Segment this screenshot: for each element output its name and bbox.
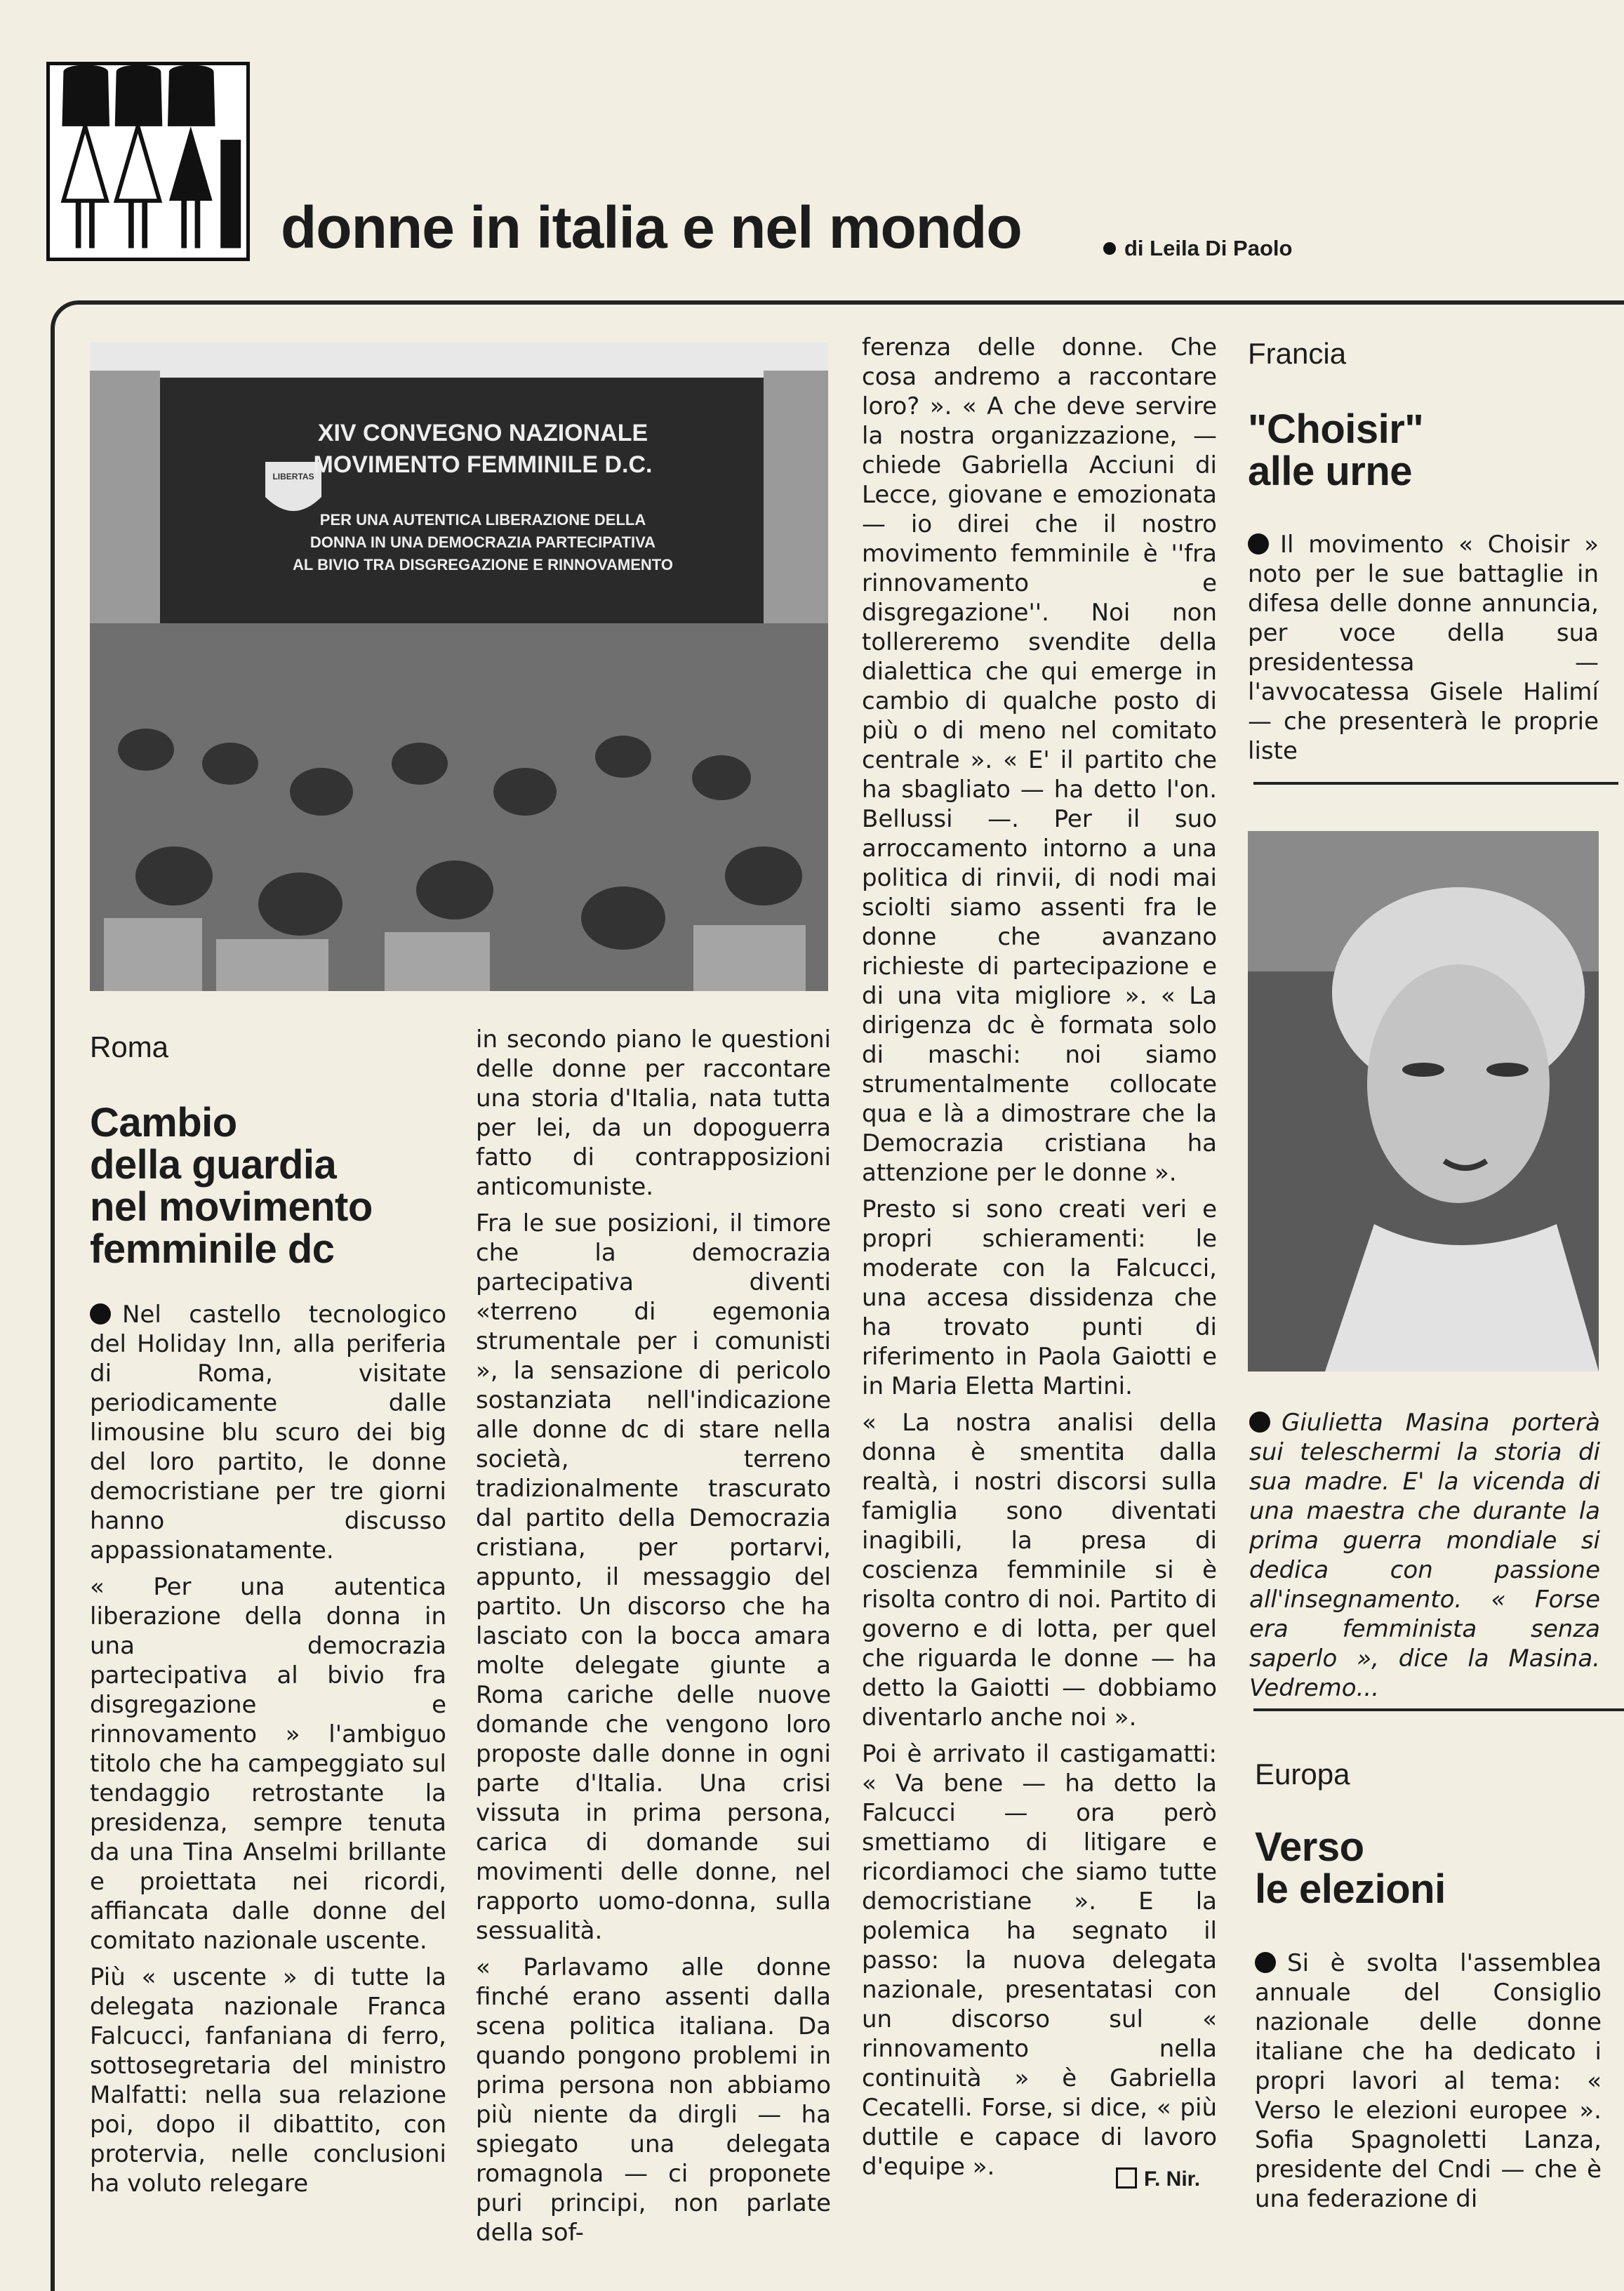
location-roma: Roma: [90, 1030, 169, 1063]
caption-text: Giulietta Masina porterà sui teleschermi la storia di sua madre. E' la vicenda di una maestra che durante la prima guerra mondiale si dedica con passione all'insegnamento. « Forse era femminista senza saperlo », dice la Masina. Vedremo...: [1249, 1409, 1600, 1702]
banner-line-3: PER UNA AUTENTICA LIBERAZIONE DELLA: [319, 511, 646, 529]
headline-line: alle urne: [1248, 449, 1413, 494]
paragraph: « Parlavamo alle donne finché erano assenti dalla scena politica italiana. Da quando pongono problemi in prima persona non abbiamo più niente da dirgli — ha spiegato una delegata romagnola — ci proponete puri principi, non parlate della sof-: [476, 1953, 831, 2247]
paragraph: in secondo piano le questioni delle donne per raccontare una storia d'Italia, nata tutta per lei, da un dopoguerra fatto di contrapposizioni anticomuniste.: [476, 1025, 831, 1201]
headline-line: "Choisir": [1248, 406, 1424, 452]
paragraph: « Per una autentica liberazione della donna in una democrazia partecipativa al bivio fra disgregazione e rinnovamento » l'ambiguo titolo che ha campeggiato sul tendaggio retrostante la presidenza, sempre tenuta da una Tina Anselmi brillante e proiettata nei ricordi, affiancata dalle donne del comitato nazionale uscente.: [90, 1573, 446, 1955]
shield-label: LIBERTAS: [272, 472, 314, 482]
paragraph: Il movimento « Choisir » noto per le sue battaglie in difesa delle donne annuncia, per voce della sua presidentessa — l'avvocatessa Gisele Halimí — che presenterà le proprie liste: [1248, 531, 1599, 765]
women-silhouettes-logo: [46, 62, 250, 261]
paragraph: ferenza delle donne. Che cosa andremo a raccontare loro? ». « A che deve servire la nostra organizzazione, — chiede Gabriella Acciuni di Lecce, giovane e emozionata — io direi che il nostro movimento femminile è ''fra rinnovamento e disgregazione''. Noi non tollereremo svendite della dialettica che qui emerge in cambio di qualche posto di più o di meno nel comitato centrale ». « E' il partito che ha sbagliato — ha detto l'on. Bellussi —. Per il suo arroccamento intorno a una politica di rinvii, di nodi mai sciolti siamo assenti fra le donne che avanzano richieste di partecipazione e di una vita migliore ». « La dirigenza dc è formata solo di maschi: noi siamo strumentalmente collocate qua e là a dimostrare che la Democrazia cristiana ha attenzione per le donne ».: [862, 333, 1217, 1187]
francia-body: [1248, 530, 1599, 773]
headline-line: Verso: [1255, 1824, 1364, 1870]
rubric-title: donne in italia e nel mondo: [281, 194, 1022, 260]
headline-line: nel movimento: [90, 1184, 373, 1230]
headline-line: le elezioni: [1255, 1866, 1446, 1912]
location-europa: Europa: [1255, 1758, 1350, 1791]
bullet-icon: [1249, 1412, 1270, 1433]
location-francia: Francia: [1248, 337, 1347, 370]
headline-europa: [1255, 1826, 1446, 1911]
paragraph: Nel castello tecnologico del Holiday Inn, alla periferia di Roma, visitate periodicamente dalle limousine blu scuro dei big del loro partito, le donne democristiane per tre giorni hanno discusso appassionatamente.: [90, 1301, 446, 1565]
paragraph: Si è svolta l'assemblea annuale del Consiglio nazionale delle donne italiane che ha dedicato i propri lavori al tema: « Verso le elezioni europee ». Sofia Spagnoletti Lanza, presidente del Cndi — che è una federazione di: [1255, 1949, 1602, 2213]
headline-line: Cambio: [90, 1100, 237, 1146]
roma-column-2: [476, 1025, 831, 2255]
banner-line-1: XIV CONVEGNO NAZIONALE: [317, 420, 648, 446]
roma-column-3: [862, 333, 1217, 2189]
banner-line-2: MOVIMENTO FEMMINILE D.C.: [313, 451, 653, 478]
headline-roma: [90, 1102, 373, 1270]
paragraph: Fra le sue posizioni, il timore che la democrazia partecipativa diventi «terreno di egemonia strumentale per i comunisti », la sensazione di pericolo sostanziata nell'indicazione alle donne dc di stare nella società, terreno tradizionalmente trascurato dal partito della Democrazia cristiana, per portarvi, appunto, il messaggio del partito. Un discorso che ha lasciato con la bocca amara molte delegate giunte a Roma cariche delle nuove domande che vengono loro proposte dalle donne in ogni parte d'Italia. Una crisi vissuta in prima persona, carica di domande sui movimenti delle donne, nel rapporto uomo-donna, sulla sessualità.: [476, 1209, 831, 1945]
bullet-icon: [90, 1303, 111, 1324]
divider: [1253, 782, 1618, 785]
conference-photo: [90, 343, 828, 991]
headline-line: femminile dc: [90, 1226, 335, 1272]
bullet-icon: [1255, 1952, 1276, 1973]
byline: [1103, 236, 1292, 261]
europa-body: [1255, 1948, 1602, 2221]
headline-line: della guardia: [90, 1142, 337, 1188]
logo-figures-icon: [50, 65, 246, 258]
byline-text: di Leila Di Paolo: [1124, 236, 1293, 260]
headline-francia: [1248, 406, 1424, 494]
signature: [1116, 2167, 1200, 2191]
end-box-icon: [1116, 2167, 1137, 2189]
roma-column-1: [90, 1300, 446, 2205]
paragraph: « La nostra analisi della donna è smentita dalla realtà, i nostri discorsi sulla famiglia sono diventati inagibili, la presa di coscienza femminile si è risolta contro di noi. Partito di governo e di lotta, per quel che riguarda le donne — ha detto la Gaiotti — dobbiamo diventarlo anche noi ».: [862, 1409, 1217, 1732]
divider: [1253, 1708, 1624, 1711]
paragraph: Più « uscente » di tutte la delegata nazionale Franca Falcucci, fanfaniana di ferro, sottosegretaria del ministro Malfatti: nella sua relazione poi, dopo il dibattito, con protervia, nelle conclusioni ha voluto relegare: [90, 1963, 446, 2198]
paragraph: Presto si sono creati veri e propri schieramenti: le moderate con la Falcucci, una accesa dissidenza che ha trovato punti di riferimento in Paola Gaiotti e in Maria Eletta Martini.: [862, 1195, 1217, 1400]
paragraph: Poi è arrivato il castigamatti: « Va bene — ha detto la Falcucci — ora però smettiamo di litigare e ricordiamoci che siamo tutte democristiane ». E la polemica ha segnato il passo: la nuova delegata nazionale, presentatasi con un discorso sul « rinnovamento nella continuità » è Gabriella Cecatelli. Forse, si dice, « più duttile e capace di lavoro d'equipe ».: [862, 1740, 1217, 2181]
bullet-icon: [1248, 533, 1269, 555]
banner-line-5: AL BIVIO TRA DISGREGAZIONE E RINNOVAMENTO: [293, 556, 673, 573]
signature-text: F. Nir.: [1144, 2167, 1201, 2191]
masina-caption: [1249, 1408, 1600, 1710]
banner-line-4: DONNA IN UNA DEMOCRAZIA PARTECIPATIVA: [310, 533, 656, 551]
masina-portrait: [1248, 831, 1599, 1372]
